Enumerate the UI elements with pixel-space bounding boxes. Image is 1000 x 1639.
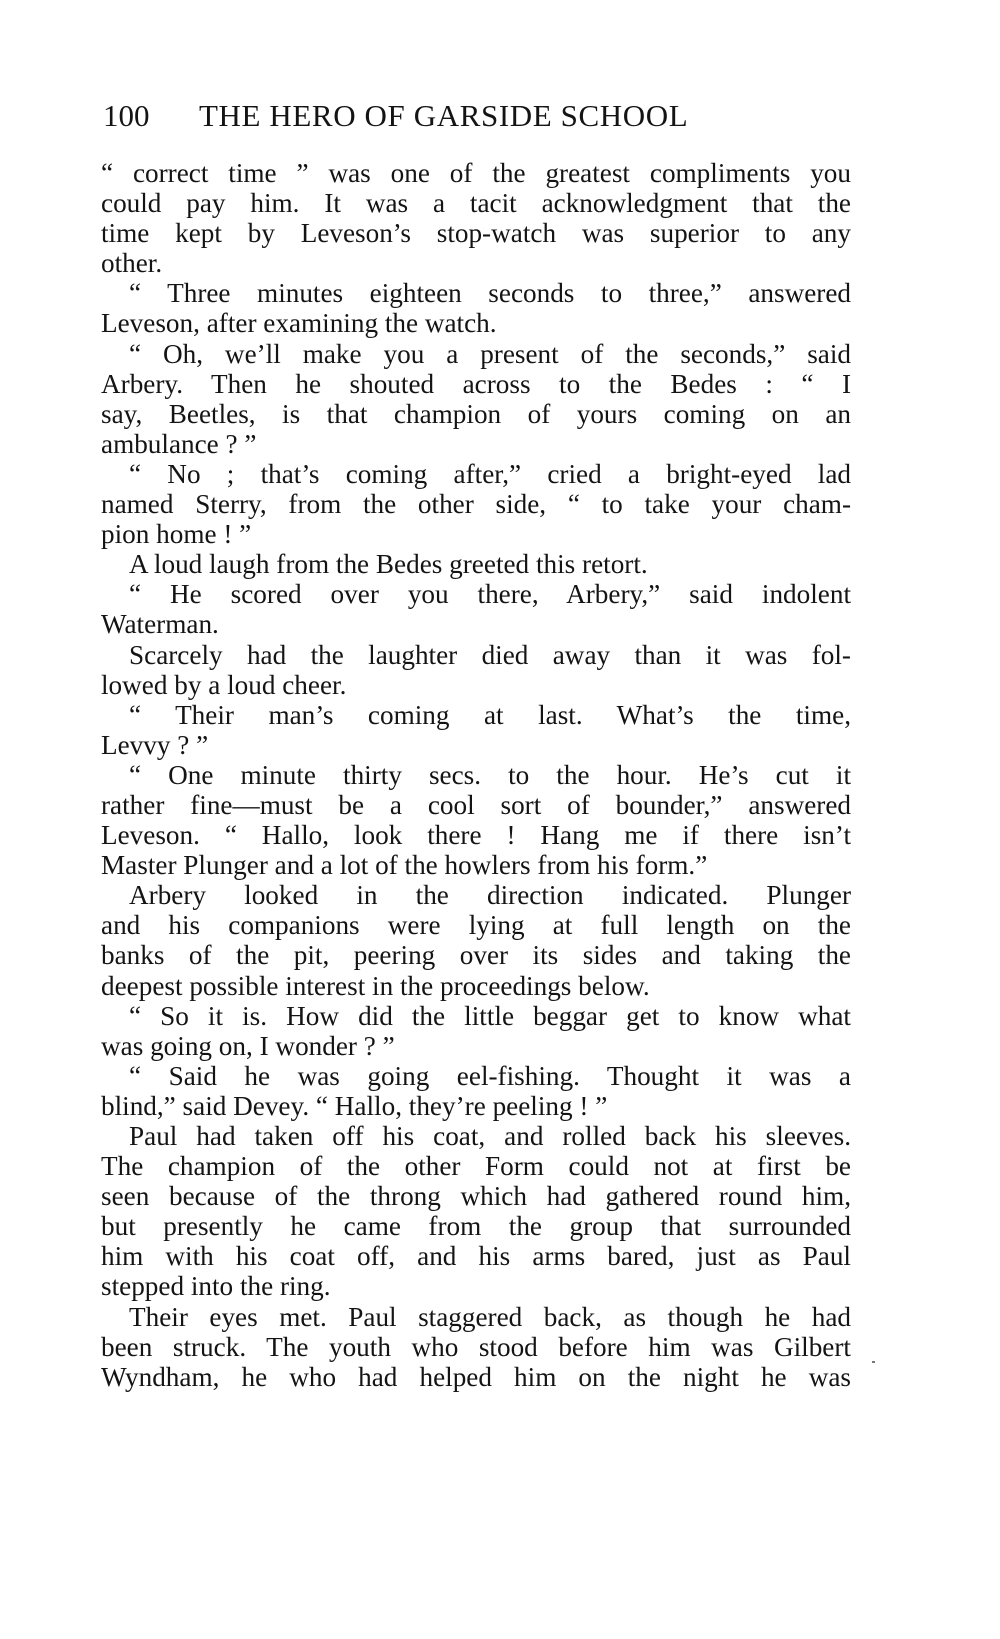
text-line: “ Their man’s coming at last. What’s the time,: [129, 699, 851, 730]
running-title: THE HERO OF GARSIDE SCHOOL: [199, 98, 689, 133]
text-line: rather fine—must be a cool sort of bounder,” answered: [101, 789, 851, 820]
text-line: time kept by Leveson’s stop-watch was superior to any: [101, 218, 851, 249]
text-line: Paul had taken off his coat, and rolled back his sleeves.: [129, 1121, 851, 1151]
text-line: Arbery. Then he shouted across to the Bedes : “ I: [101, 368, 851, 399]
print-speck: [872, 1361, 875, 1363]
text-line: stepped into the ring.: [101, 1271, 331, 1302]
text-line: him with his coat off, and his arms bared, just as Paul: [101, 1241, 851, 1272]
text-line: but presently he came from the group that surrounded: [101, 1211, 851, 1242]
text-line: “ Oh, we’ll make you a present of the seconds,” said: [129, 338, 851, 369]
text-line: “ So it is. How did the little beggar get to know what: [129, 1000, 851, 1031]
text-line: Scarcely had the laughter died away than it was fol-: [129, 639, 851, 670]
text-line: deepest possible interest in the proceedings below.: [101, 970, 650, 1001]
text-line: Wyndham, he who had helped him on the night he was: [101, 1361, 851, 1392]
text-line: The champion of the other Form could not at first be: [101, 1151, 851, 1182]
text-line: seen because of the throng which had gathered round him,: [101, 1181, 851, 1212]
text-line: named Sterry, from the other side, “ to take your cham-: [101, 489, 851, 520]
text-line: “ Said he was going eel-fishing. Thought it was a: [129, 1060, 851, 1091]
page-number: 100: [103, 98, 150, 133]
text-line: “ No ; that’s coming after,” cried a bright-eyed lad: [129, 458, 851, 489]
text-line: other.: [101, 248, 163, 279]
text-line: Master Plunger and a lot of the howlers from his form.”: [101, 850, 708, 881]
text-line: “ One minute thirty secs. to the hour. He’s cut it: [129, 759, 851, 790]
text-line: been struck. The youth who stood before him was Gilbert: [101, 1331, 851, 1362]
text-line: and his companions were lying at full length on the: [101, 910, 851, 941]
text-line: Arbery looked in the direction indicated. Plunger: [129, 880, 851, 911]
text-line: Leveson. “ Hallo, look there ! Hang me if there isn’t: [101, 820, 851, 851]
text-line: could pay him. It was a tacit acknowledgment that the: [101, 188, 851, 219]
text-line: Leveson, after examining the watch.: [101, 308, 497, 339]
text-line: lowed by a loud cheer.: [101, 669, 347, 700]
text-line: was going on, I wonder ? ”: [101, 1030, 395, 1061]
text-line: say, Beetles, is that champion of yours coming on an: [101, 398, 851, 429]
text-line: A loud laugh from the Bedes greeted this retort.: [129, 549, 648, 580]
text-line: ambulance ? ”: [101, 428, 257, 459]
text-line: Waterman.: [101, 609, 219, 640]
body-text: [101, 158, 851, 1392]
text-line: pion home ! ”: [101, 519, 252, 550]
text-line: Levvy ? ”: [101, 729, 209, 760]
text-line: banks of the pit, peering over its sides and taking the: [101, 940, 851, 971]
text-line: Their eyes met. Paul staggered back, as though he had: [129, 1301, 851, 1332]
text-line: “ Three minutes eighteen seconds to three,” answered: [129, 278, 851, 309]
text-line: “ correct time ” was one of the greatest compliments you: [101, 158, 851, 188]
text-line: blind,” said Devey. “ Hallo, they’re peeling ! ”: [101, 1090, 608, 1121]
page-header: [103, 96, 863, 136]
text-line: “ He scored over you there, Arbery,” said indolent: [129, 579, 851, 610]
